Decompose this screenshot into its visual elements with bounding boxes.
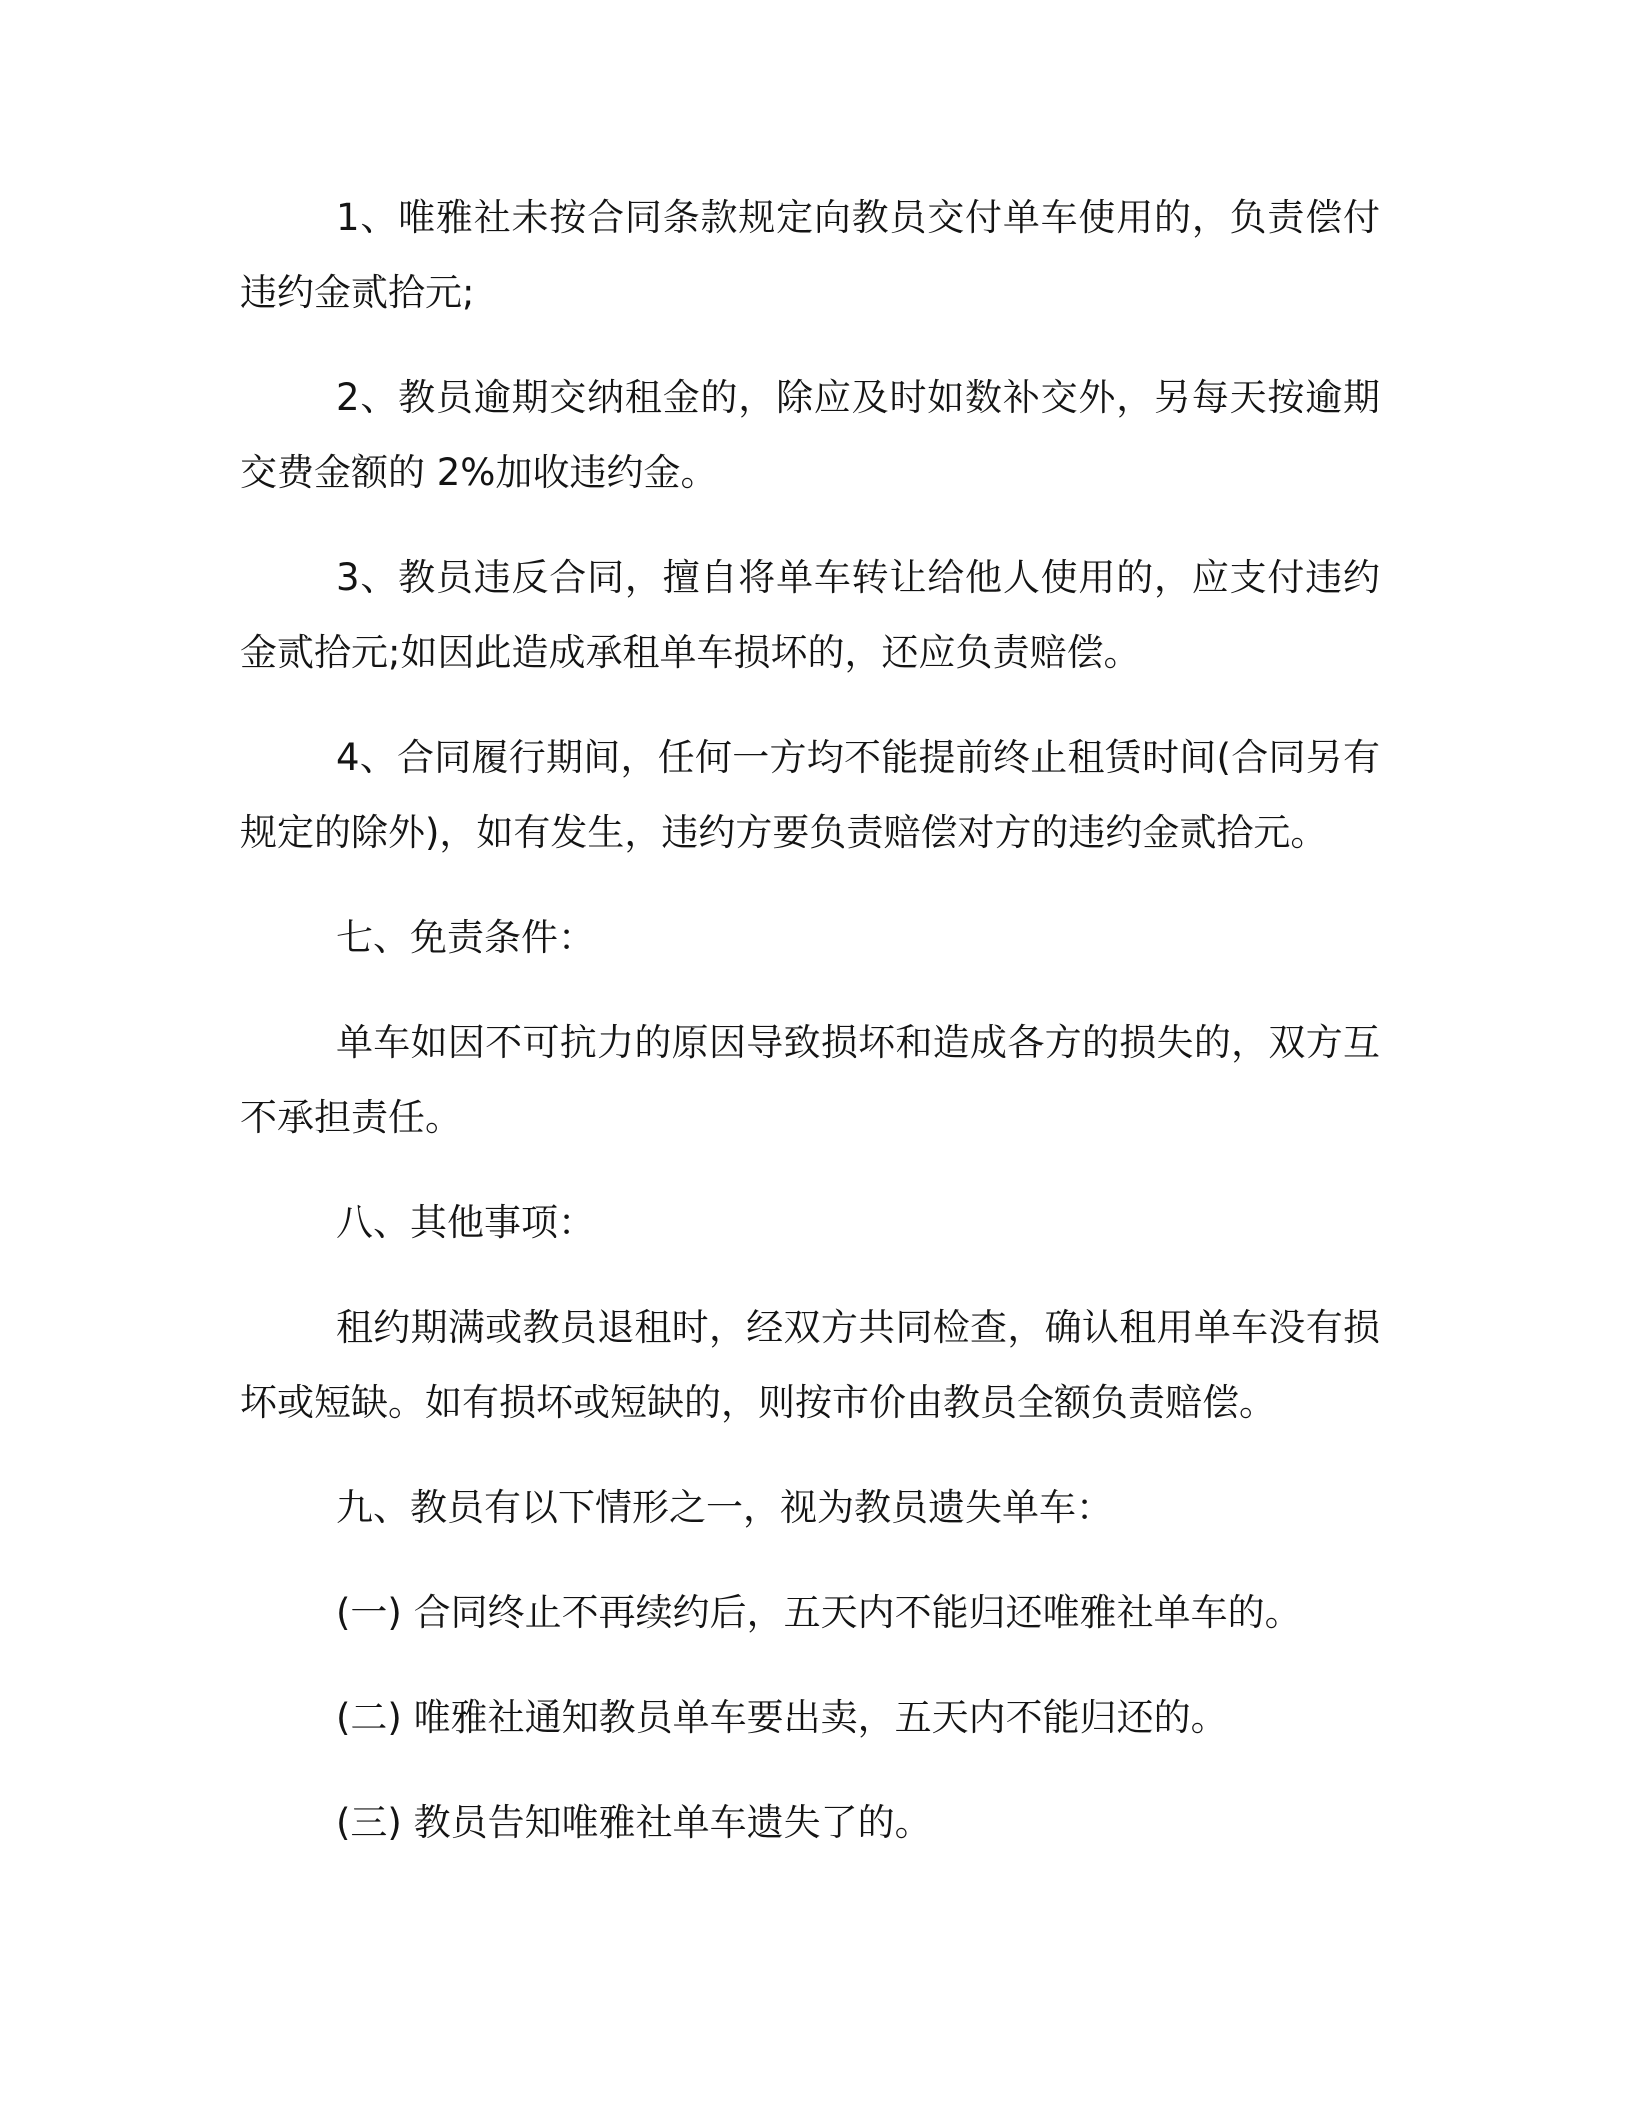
clause-1: 1、唯雅社未按合同条款规定向教员交付单车使用的，负责偿付违约金贰拾元; [240,196,1380,314]
section-heading-7: 七、免责条件： [336,916,595,959]
clause-4: 4、合同履行期间，任何一方均不能提前终止租赁时间(合同另有规定的除外)，如有发生，违约方要负责赔偿对方的违约金贰拾元。 [240,736,1380,854]
section-7-body: 单车如因不可抗力的原因导致损坏和造成各方的损失的，双方互不承担责任。 [240,1021,1380,1139]
document-body [240,180,1380,1890]
list-item-3: (三) 教员告知唯雅社单车遗失了的。 [336,1801,932,1844]
section-heading-8: 八、其他事项： [336,1201,595,1244]
section-8-body: 租约期满或教员退租时，经双方共同检查，确认租用单车没有损坏或短缺。如有损坏或短缺的，则按市价由教员全额负责赔偿。 [240,1306,1380,1424]
clause-2: 2、教员逾期交纳租金的，除应及时如数补交外，另每天按逾期交费金额的 2%加收违约金。 [240,376,1380,494]
list-item-1: (一) 合同终止不再续约后，五天内不能归还唯雅社单车的。 [336,1591,1302,1634]
section-heading-9: 九、教员有以下情形之一，视为教员遗失单车： [336,1486,1113,1529]
clause-3: 3、教员违反合同，擅自将单车转让给他人使用的，应支付违约金贰拾元;如因此造成承租单车损坏的，还应负责赔偿。 [240,556,1380,674]
list-item-2: (二) 唯雅社通知教员单车要出卖，五天内不能归还的。 [336,1696,1228,1739]
